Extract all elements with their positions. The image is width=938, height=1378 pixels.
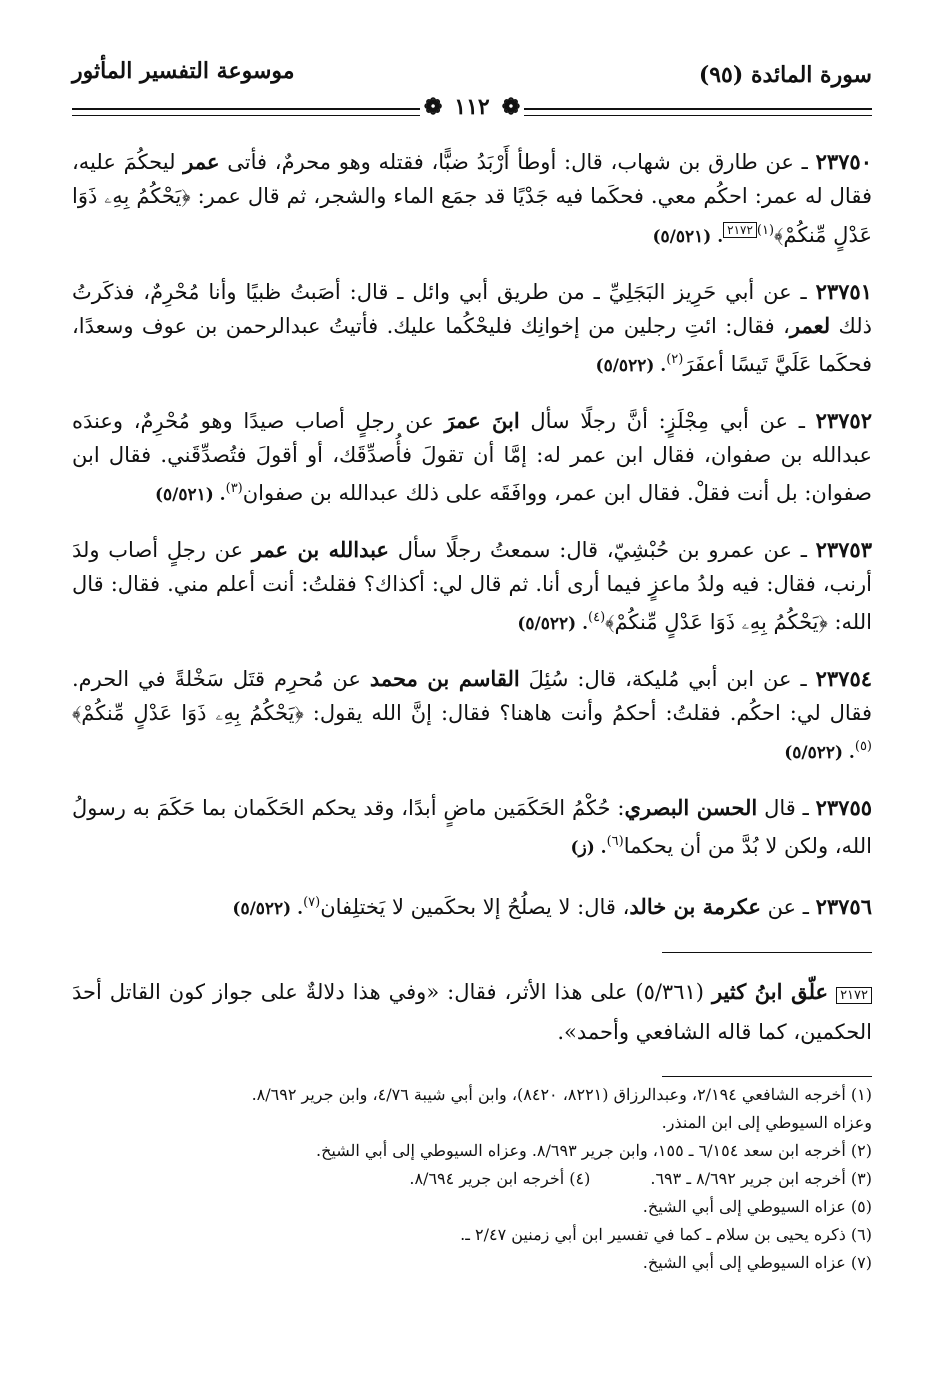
footnote-marker[interactable]: (٢): [666, 352, 684, 367]
commentary: [72, 974, 872, 1050]
entry-authority: الحسن البصري: [624, 795, 758, 820]
entry-number: ٢٣٧٥٢: [815, 408, 872, 433]
footnotes-divider: [662, 1076, 872, 1077]
entry: [72, 791, 872, 865]
page: [72, 52, 872, 1277]
entry-authority: عبدالله بن عمر: [251, 537, 389, 562]
header-rule: [72, 94, 872, 124]
entry-number: ٢٣٧٥١: [815, 279, 872, 304]
footnote-pair: [72, 1165, 872, 1193]
footnote-3: (٣) أخرجه ابن جرير ٨/٦٩٢ ـ ٦٩٣.: [650, 1169, 872, 1188]
entry-number: ٢٣٧٥٣: [815, 537, 872, 562]
entry-reference: . (٥/٥٢٢): [517, 614, 588, 634]
entry-authority: عكرمة بن خالد: [629, 894, 761, 919]
footnote-1-continued: وعزاه السيوطي إلى ابن المنذر.: [661, 1113, 872, 1132]
entry-authority: لعمر: [789, 313, 831, 338]
entry-reference: . (ز): [570, 838, 607, 858]
entry-text: ـ عن أبي مِجْلَزٍ: أنَّ رجلًا سأل: [519, 409, 816, 433]
entry-reference: . (٥/٥٢٢): [232, 899, 304, 919]
footnote-marker[interactable]: (٦): [606, 834, 624, 849]
footnote-marker[interactable]: (١): [756, 223, 775, 238]
entry-text: عن رجلٍ أصاب صيدًا وهو مُحْرِمٌ، وعندَه عبدالله بن صفوان، فقال ابن عمر له: إمَّا أن تقولَ فأُصدِّقَك، أو أقولَ فتُصدِّقَني. فقال ابن صفوان: بل أنت فقلْ. فقال ابن عمر، ووافَقَه على ذلك عبدالله بن صفوان: [72, 409, 872, 505]
entry: [72, 533, 872, 641]
commentary-number: ٢١٧٢: [836, 987, 872, 1004]
entry-text: : حُكْمُ الحَكَمَين ماضٍ أبدًا، وقد يحكم الحَكَمان بما حَكَمَ به رسولُ الله، ولكن لا بُدَّ من أن يحكما: [72, 796, 872, 858]
ornament-icon: ❁: [423, 94, 443, 120]
footnotes: [72, 1081, 872, 1277]
entry-reference: . (٥/٥٢٢): [784, 743, 855, 763]
entry-number: ٢٣٧٥٤: [815, 666, 873, 691]
commentary-divider: [662, 952, 872, 953]
entry-text: ـ عن ابن أبي مُليكة، قال: سُئِلَ: [519, 667, 816, 691]
entry-reference: . (٥/٥٢٢): [595, 356, 667, 376]
entry-text: ـ عن عمرو بن حُبْشِيّ، قال: سمعتُ رجلًا سأل: [388, 538, 816, 562]
sura-title: سورة المائدة (٩٥): [698, 62, 872, 88]
commentary-authority: علّق ابنُ كثير: [711, 979, 829, 1004]
entry: [72, 886, 872, 926]
running-header: [72, 52, 872, 96]
footnote-marker[interactable]: (٧): [303, 895, 321, 910]
footnote-marker[interactable]: (٥): [854, 739, 872, 754]
entry: [72, 275, 872, 383]
entry-text: ، قال: لا يصلُحُ إلا بحكَمين لا يَختلِفان: [320, 895, 630, 919]
page-number: ١١٢: [454, 94, 490, 120]
page-number-ornament: [72, 94, 872, 120]
entry-text: عن مُحرِم قتَل سَخْلةً في الحرم. فقال لي: احكُم. فقلتُ: أحكمُ وأنت هاهنا؟ فقال: إنَّ الله يقول: ﴿يَحْكُمُ بِهِۦ ذَوَا عَدْلٍ مِّنكُمْ﴾: [72, 667, 872, 725]
entry: [72, 404, 872, 512]
entry-reference: . (٥/٥٢١): [154, 485, 226, 505]
entry-text: ـ عن: [760, 895, 816, 919]
entry: [72, 662, 872, 770]
entry-text: عن رجلٍ أصاب ولدَ أرنب، فقال: فيه ولدُ ماعزٍ فيما أرى أنا. ثم قال لي: أكذاك؟ فقلتُ: أنت أعلم مني. فقال: قال الله: ﴿يَحْكُمُ بِهِۦ ذَوَا عَدْلٍ مِّنكُمْ﴾: [72, 538, 872, 634]
footnote-1: (١) أخرجه الشافعي ٢/١٩٤، وعبدالرزاق (٨٢٢١، ٨٤٢٠)، وابن أبي شيبة ٤/٧٦، وابن جرير ٨/٦٩٢.: [251, 1085, 872, 1104]
ornament-icon: ❁: [501, 94, 521, 120]
entry-number: ٢٣٧٥٦: [815, 894, 872, 919]
footnote-5: (٥) عزاه السيوطي إلى أبي الشيخ.: [642, 1197, 872, 1216]
footnote-marker[interactable]: (٣): [225, 481, 243, 496]
entry-number: ٢٣٧٥٥: [815, 795, 873, 820]
entry-authority: القاسم بن محمد: [369, 666, 520, 691]
entry-text: ـ عن طارق بن شهاب، قال: أوطأ أَرْبَدُ ضبًّا، فقتله وهو محرمٌ، فأتى: [219, 150, 816, 174]
entry-text: ، فقال: ائتِ رجلين من إخوانِك فليحْكُما عليك. فأتيتُ عبدالرحمن بن عوف وسعدًا، فحكَما عَلَيَّ تَيسًا أعفَرَ: [72, 314, 872, 376]
entry-authority: عمر: [183, 149, 220, 174]
entry-number: ٢٣٧٥٠: [815, 149, 872, 174]
footnote-4: (٤) أخرجه ابن جرير ٨/٦٩٤.: [409, 1169, 591, 1188]
entry-authority: ابنَ عمرَ: [444, 408, 520, 433]
entry-text: ـ عن أبي حَرِيز البَجَلِيِّ ـ من طريق أبي وائل ـ قال: أصَبتُ ظبيًا وأنا مُحْرِمٌ، فذكَرتُ ذلك: [72, 280, 873, 338]
encyclopedia-title: موسوعة التفسير المأثور: [72, 58, 295, 84]
entry: [72, 145, 872, 254]
commentary-marker[interactable]: ٢١٧٢: [723, 222, 757, 238]
entry-text: ـ قال: [757, 796, 816, 820]
footnote-2: (٢) أخرجه ابن سعد ٦/١٥٤ ـ ١٥٥، وابن جرير ٨/٦٩٣. وعزاه السيوطي إلى أبي الشيخ.: [315, 1141, 872, 1160]
entry-text: ليحكُمَ عليه، فقال له عمر: احكُم معي. فحكَما فيه جَدْيًا قد جمَع الماء والشجر، ثم قال عمر: ﴿يَحْكُمُ بِهِۦ ذَوَا عَدْلٍ مِّنكُمْ﴾: [72, 150, 872, 247]
footnote-marker[interactable]: (٤): [588, 610, 606, 625]
entry-reference: . (٥/٥٢١): [652, 227, 724, 247]
footnote-6: (٦) ذكره يحيى بن سلام ـ كما في تفسير ابن أبي زمنين ٢/٤٧ ـ.: [460, 1225, 872, 1244]
footnote-7: (٧) عزاه السيوطي إلى أبي الشيخ.: [642, 1253, 872, 1272]
commentary-text: (٥/٣٦١) على هذا الأثر، فقال: «وفي هذا دلالةٌ على جواز كون القاتل أحدَ الحكمين، كما قاله الشافعي وأحمد».: [72, 980, 872, 1044]
entries: [72, 145, 872, 926]
